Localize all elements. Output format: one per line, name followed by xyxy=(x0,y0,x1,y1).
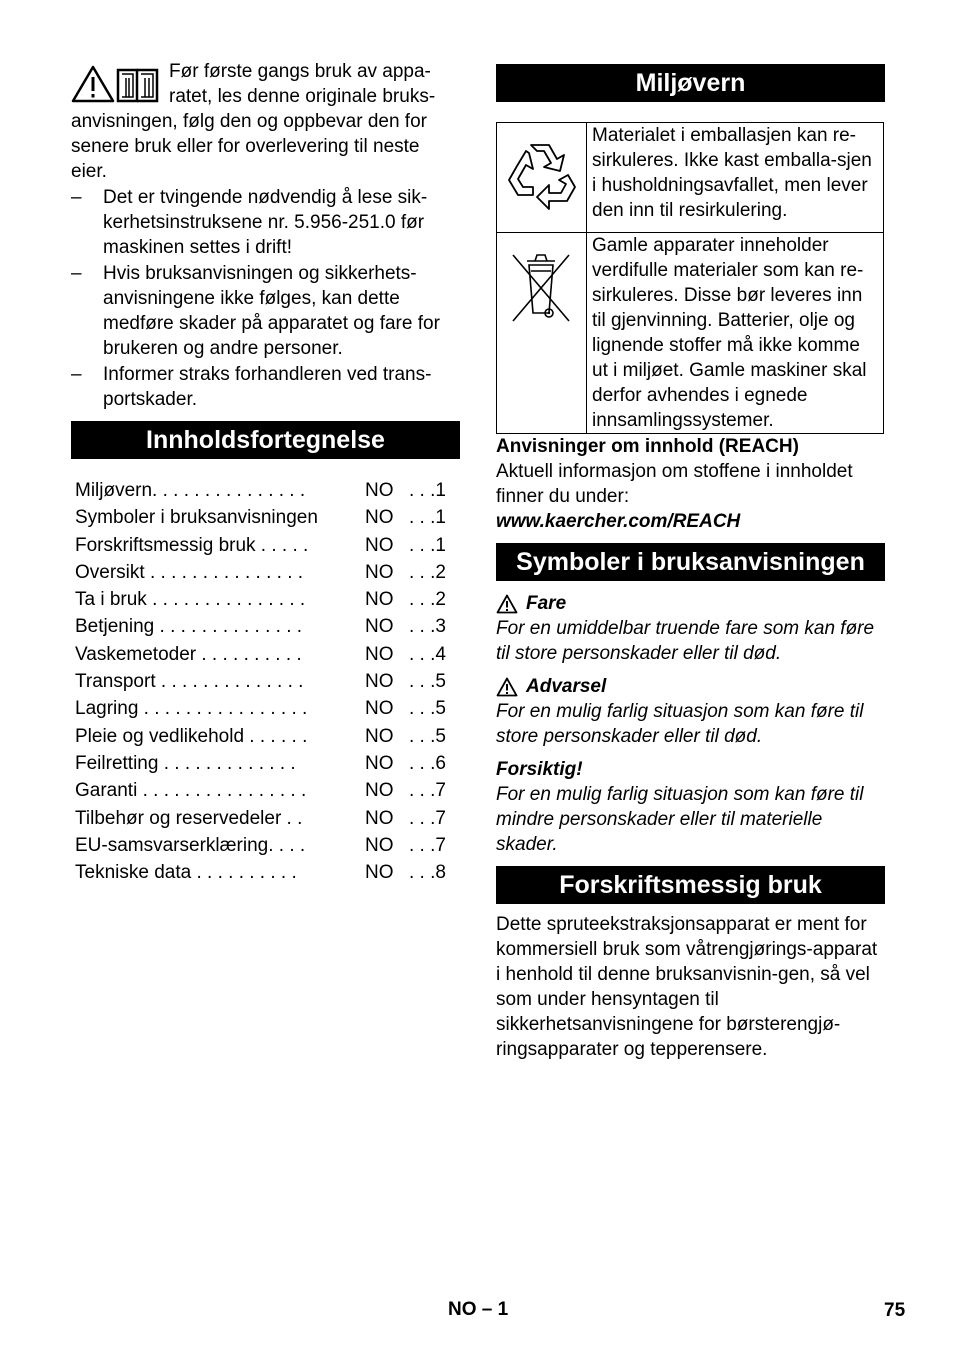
toc-row xyxy=(71,641,460,668)
env-heading: Miljøvern xyxy=(496,64,885,102)
toc-label: Garanti . . . . . . . . . . . . . . . . xyxy=(75,780,307,802)
warning-triangle-icon xyxy=(496,594,518,614)
toc-row xyxy=(71,586,460,613)
list-item: – Hvis bruksanvisningen og sikkerhets-anvisningene ikke følges, kan dette medføre skader på apparatet og fare for brukeren og andre personer. xyxy=(71,263,440,359)
symbol-fare-text: For en umiddelbar truende fare som kan føre til store personskader eller til død. xyxy=(496,618,875,664)
toc-row xyxy=(71,613,460,640)
toc-row xyxy=(71,723,460,750)
table-of-contents xyxy=(71,477,460,886)
toc-page: . . .1 xyxy=(409,534,446,556)
toc-label: Feilretting . . . . . . . . . . . . . xyxy=(75,752,296,774)
dash-marker: – xyxy=(71,187,82,208)
footer-section-label: NO – 1 xyxy=(448,1299,509,1320)
recycle-icon xyxy=(497,123,586,225)
crossed-bin-icon xyxy=(497,233,586,333)
toc-label: Transport . . . . . . . . . . . . . . xyxy=(75,671,304,693)
toc-label: Tilbehør og reservedeler . . xyxy=(75,807,303,829)
icon-cell xyxy=(497,123,587,233)
symbols-list xyxy=(496,591,885,857)
toc-page: . . .4 xyxy=(409,643,446,665)
dash-marker: – xyxy=(71,263,82,284)
toc-heading: Innholdsfortegnelse xyxy=(71,421,460,459)
toc-page: . . .2 xyxy=(409,589,446,611)
toc-lang: NO xyxy=(365,671,394,693)
dash-marker: – xyxy=(71,364,82,385)
toc-label: Betjening . . . . . . . . . . . . . . xyxy=(75,616,303,638)
env-table xyxy=(496,122,884,434)
toc-page: . . .6 xyxy=(409,752,446,774)
list-item: – Informer straks forhandleren ved trans-portskader. xyxy=(71,364,432,410)
toc-lang: NO xyxy=(365,752,394,774)
reach-url: www.kaercher.com/REACH xyxy=(496,511,741,532)
toc-row xyxy=(71,559,460,586)
toc-row xyxy=(71,750,460,777)
toc-label: Ta i bruk . . . . . . . . . . . . . . . xyxy=(75,589,306,611)
toc-row xyxy=(71,504,460,531)
toc-page: . . .5 xyxy=(409,671,446,693)
intro-block xyxy=(71,59,460,184)
toc-label: Tekniske data . . . . . . . . . . xyxy=(75,862,297,884)
toc-lang: NO xyxy=(365,589,394,611)
toc-page: . . .8 xyxy=(409,862,446,884)
toc-label: Pleie og vedlikehold . . . . . . xyxy=(75,725,308,747)
warning-triangle-icon xyxy=(496,677,518,697)
table-row xyxy=(497,233,884,434)
toc-label: Symboler i bruksanvisningen xyxy=(75,507,318,529)
symbol-advarsel-text: For en mulig farlig situasjon som kan føre til store personskader eller til død. xyxy=(496,701,864,747)
toc-row xyxy=(71,695,460,722)
symbol-advarsel-heading: Advarsel xyxy=(496,674,885,699)
toc-lang: NO xyxy=(365,507,394,529)
toc-row xyxy=(71,859,460,886)
usage-heading: Forskriftsmessig bruk xyxy=(496,866,885,904)
intro-icons xyxy=(71,64,161,108)
toc-lang: NO xyxy=(365,534,394,556)
toc-row xyxy=(71,477,460,504)
toc-label: Miljøvern. . . . . . . . . . . . . . . xyxy=(75,480,306,501)
footer-page-number: 75 xyxy=(884,1300,906,1321)
toc-lang: NO xyxy=(365,616,394,638)
table-row xyxy=(497,123,884,233)
toc-label: Lagring . . . . . . . . . . . . . . . . xyxy=(75,698,308,720)
recycle-text: Materialet i emballasjen kan re-sirkuleres. Ikke kast emballa-sjen i husholdningsavfallet, men lever den inn til resirkulering. xyxy=(587,123,884,233)
toc-label: EU-samsvarserklæring. . . . xyxy=(75,834,306,856)
toc-row xyxy=(71,777,460,804)
toc-page: . . .7 xyxy=(409,807,446,829)
toc-row xyxy=(71,532,460,559)
toc-lang: NO xyxy=(365,643,394,665)
toc-lang: NO xyxy=(365,834,394,856)
symbols-heading: Symboler i bruksanvisningen xyxy=(496,543,885,581)
reach-title: Anvisninger om innhold (REACH) xyxy=(496,436,799,457)
toc-page: . . .5 xyxy=(409,698,446,720)
toc-page: . . .1 xyxy=(409,480,446,501)
toc-row xyxy=(71,805,460,832)
toc-lang: NO xyxy=(365,480,394,501)
list-item: – Det er tvingende nødvendig å lese sik-kerhetsinstruksene nr. 5.956-251.0 før maskinen settes i drift! xyxy=(71,187,428,258)
toc-row xyxy=(71,832,460,859)
icon-cell xyxy=(497,233,587,434)
toc-lang: NO xyxy=(365,807,394,829)
toc-label: Forskriftsmessig bruk . . . . . xyxy=(75,534,309,556)
toc-lang: NO xyxy=(365,862,394,884)
symbol-fare-heading: Fare xyxy=(496,591,885,616)
symbol-forsiktig-text: For en mulig farlig situasjon som kan føre til mindre personskader eller til materielle skader. xyxy=(496,784,864,855)
right-column xyxy=(496,64,885,1062)
toc-lang: NO xyxy=(365,561,394,583)
toc-page: . . .7 xyxy=(409,780,446,802)
left-column xyxy=(71,59,460,886)
toc-lang: NO xyxy=(365,725,394,747)
warning-book-icon xyxy=(71,64,161,104)
toc-page: . . .5 xyxy=(409,725,446,747)
toc-page: . . .7 xyxy=(409,834,446,856)
symbol-forsiktig-heading: Forsiktig! xyxy=(496,759,583,780)
toc-lang: NO xyxy=(365,780,394,802)
toc-lang: NO xyxy=(365,698,394,720)
toc-row xyxy=(71,668,460,695)
toc-label: Vaskemetoder . . . . . . . . . . xyxy=(75,643,302,665)
usage-text: Dette spruteekstraksjonsapparat er ment for kommersiell bruk som våtrengjørings-apparat i henhold til denne bruksanvisnin-gen, så vel som under hensyntagen til sikkerhetsanvisningene for børsterengjø-ringsapparater og tepperensere. xyxy=(496,914,878,1060)
safety-bullets xyxy=(71,185,460,412)
toc-page: . . .2 xyxy=(409,561,446,583)
reach-text: Aktuell informasjon om stoffene i innholdet finner du under: xyxy=(496,461,853,507)
toc-page: . . .3 xyxy=(409,616,446,638)
intro-text: Før første gangs bruk av appa-ratet, les denne originale bruks-anvisningen, følg den og oppbevar den for senere bruk eller for overlevering til neste eier. xyxy=(71,61,436,182)
toc-page: . . .1 xyxy=(409,507,446,529)
toc-label: Oversikt . . . . . . . . . . . . . . . xyxy=(75,561,304,583)
bin-text: Gamle apparater inneholder verdifulle materialer som kan re-sirkuleres. Disse bør leveres inn til gjenvinning. Batterier, olje og lignende stoffer må ikke komme ut i miljøet. Gamle maskiner skal derfor avhendes i egnede innsamlingssystemer. xyxy=(587,233,884,434)
